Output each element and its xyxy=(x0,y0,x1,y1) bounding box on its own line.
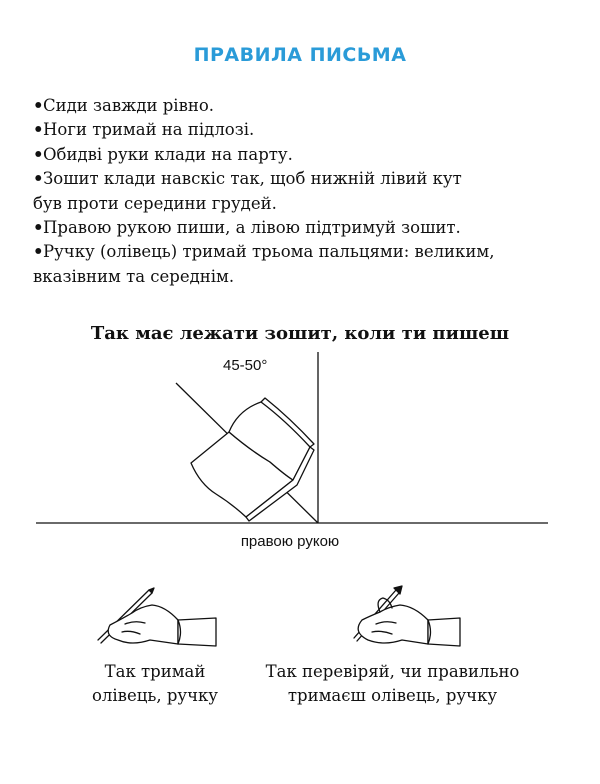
notebook-heading: Так має лежати зошит, коли ти пишеш xyxy=(90,323,510,344)
rule-text: Зошит клади навскіс так, щоб нижній лівий кут xyxy=(43,169,462,189)
page-title: ПРАВИЛА ПИСЬМА xyxy=(193,44,407,66)
notebook-caption: правою рукою xyxy=(240,533,340,550)
rule-text: Сиди завжди рівно. xyxy=(43,96,215,115)
rule-item: •Ноги тримай на підлозі. xyxy=(33,120,255,140)
rule-text: Ручку (олівець) тримай трьома пальцями: великим, xyxy=(43,242,495,262)
rule-text: Правою рукою пиши, а лівою підтримуй зошит. xyxy=(43,218,461,238)
rule-item: •Ручку (олівець) тримай трьома пальцями: великим, xyxy=(33,242,495,262)
hand-checking-grip-icon xyxy=(354,586,460,646)
left-hand-caption: Так тримай олівець, ручку xyxy=(91,662,219,705)
rule-item: •Правою рукою пиши, а лівою підтримуй зошит. xyxy=(33,218,461,238)
rule-text: Ноги тримай на підлозі. xyxy=(43,120,255,140)
rule-text: Обидві руки клади на парту. xyxy=(43,144,293,164)
rule-text: вказівним та середнім. xyxy=(33,266,235,286)
right-hand-caption: Так перевіряй, чи правильно тримаєш олівець, ручку xyxy=(265,662,520,705)
rule-item: •Сиди завжди рівно. xyxy=(33,96,215,115)
rule-item: •Обидві руки клади на парту. xyxy=(33,144,293,164)
rule-item: •Зошит клади навскіс так, щоб нижній лівий кут xyxy=(33,169,462,189)
angle-label: 45-50° xyxy=(223,357,268,374)
rule-text: був проти середини грудей. xyxy=(33,193,277,213)
hand-holding-pencil-icon xyxy=(98,588,216,646)
